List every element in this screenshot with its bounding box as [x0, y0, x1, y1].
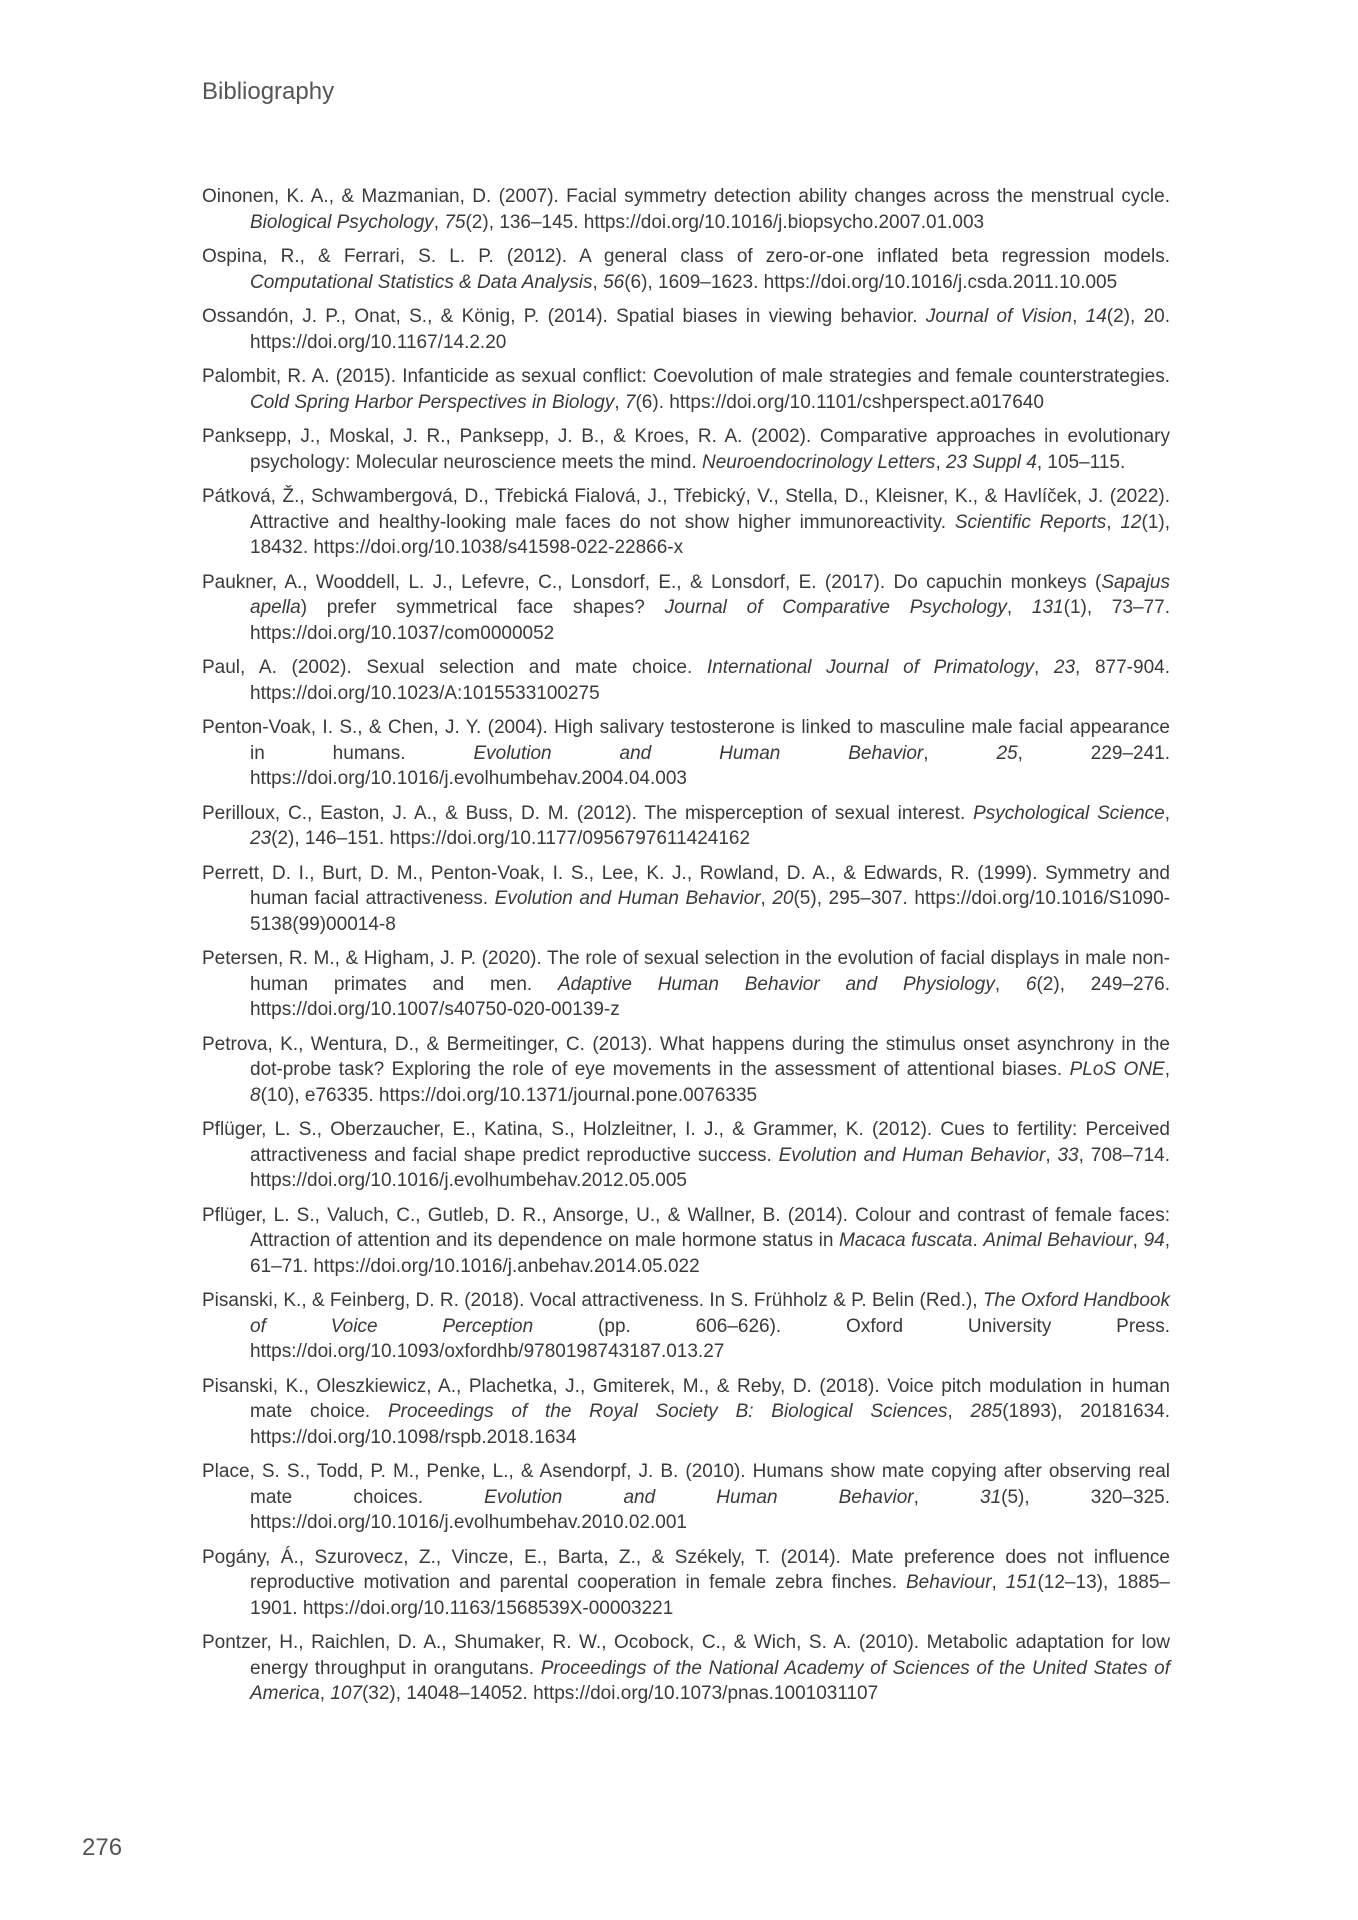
reference-italic-segment: Evolution and Human Behavior — [484, 1486, 914, 1508]
reference-italic-segment: Proceedings of the Royal Society B: Biological Sciences — [387, 1401, 948, 1422]
reference-text-segment: (5), 295–307. https://doi.org/10.1016/S1090-5138(99)00014-8 — [250, 888, 1171, 935]
reference-italic-segment: Sapajus apella — [250, 571, 1170, 618]
reference-text-segment: Palombit, R. A. (2015). Infanticide as sexual conflict: Coevolution of male strategies and female counterstrategies. — [202, 366, 1170, 387]
reference-text-segment: , — [1164, 802, 1170, 824]
reference-entry — [202, 304, 1170, 355]
reference-entry — [202, 1288, 1170, 1365]
reference-entry — [202, 570, 1170, 647]
reference-entry — [202, 801, 1170, 852]
reference-text-segment: , 105–115. — [1036, 451, 1126, 473]
reference-text-segment: , — [1045, 1144, 1058, 1166]
reference-text-segment: (2), 146–151. https://doi.org/10.1177/0956797611424162 — [271, 828, 751, 849]
reference-text-segment: Pisanski, K., & Feinberg, D. R. (2018). Vocal attractiveness. In S. Frühholz & P. Belin (Red.), — [202, 1290, 983, 1311]
reference-entry — [202, 1203, 1170, 1280]
reference-italic-segment: 12 — [1120, 511, 1142, 533]
reference-entry — [202, 184, 1170, 235]
reference-italic-segment: Animal Behaviour — [983, 1230, 1133, 1251]
reference-entry — [202, 1630, 1170, 1707]
reference-entry — [202, 1032, 1170, 1109]
reference-italic-segment: 285 — [970, 1401, 1003, 1422]
reference-italic-segment: 7 — [624, 391, 636, 413]
reference-text-segment: (12–13), 1885–1901. https://doi.org/10.1163/1568539X-00003221 — [250, 1572, 1170, 1619]
reference-entry — [202, 1117, 1170, 1194]
reference-text-segment: , 229–241. https://doi.org/10.1016/j.evolhumbehav.2004.04.003 — [250, 742, 1170, 789]
reference-italic-segment: Journal of Comparative Psychology — [664, 597, 1007, 618]
reference-text-segment: Pontzer, H., Raichlen, D. A., Shumaker, R. W., Ocobock, C., & Wich, S. A. (2010). Metabolic adaptation for low energy throughput in orangutans. — [202, 1632, 1170, 1679]
reference-text-segment: Pflüger, L. S., Oberzaucher, E., Katina, S., Holzleitner, I. J., & Grammer, K. (2012). Cues to fertility: Perceived attractiveness and facial shape predict reproductive success. — [202, 1119, 1170, 1166]
reference-text-segment: , — [1164, 1059, 1170, 1080]
reference-italic-segment: 31 — [980, 1486, 1002, 1508]
reference-text-segment: , — [913, 1486, 980, 1508]
reference-entry — [202, 1545, 1170, 1622]
reference-entry — [202, 715, 1170, 792]
reference-italic-segment: PLoS ONE — [1069, 1059, 1165, 1080]
page-number: 276 — [82, 1834, 123, 1861]
reference-text-segment: , — [1106, 511, 1121, 533]
reference-text-segment: Ospina, R., & Ferrari, S. L. P. (2012). A general class of zero-or-one inflated beta regression models. — [202, 246, 1170, 267]
reference-italic-segment: Macaca fuscata — [839, 1230, 973, 1251]
reference-text-segment: (10), e76335. https://doi.org/10.1371/journal.pone.0076335 — [260, 1084, 758, 1106]
reference-text-segment: (2), 249–276. https://doi.org/10.1007/s40750-020-00139-z — [250, 973, 1171, 1020]
reference-italic-segment: 131 — [1031, 597, 1064, 618]
reference-italic-segment: 94 — [1143, 1230, 1165, 1251]
reference-text-segment: , — [592, 271, 604, 293]
reference-italic-segment: Cold Spring Harbor Perspectives in Biology — [250, 391, 615, 413]
reference-text-segment: Pisanski, K., Oleszkiewicz, A., Plachetka, J., Gmiterek, M., & Reby, D. (2018). Voice pitch modulation in human mate choice. — [202, 1375, 1170, 1422]
reference-text-segment: , 877-904. https://doi.org/10.1023/A:1015533100275 — [250, 657, 1170, 704]
reference-italic-segment: Neuroendocrinology Letters — [702, 451, 936, 473]
reference-entry — [202, 1374, 1170, 1451]
reference-text-segment: , — [947, 1401, 971, 1422]
reference-text-segment: ) prefer symmetrical face shapes? — [300, 597, 665, 618]
reference-text-segment: , — [923, 742, 997, 764]
running-head: Bibliography — [202, 78, 335, 105]
reference-italic-segment: 75 — [444, 211, 466, 233]
reference-text-segment: , — [760, 888, 773, 909]
reference-entry — [202, 244, 1170, 295]
reference-italic-segment: Adaptive Human Behavior and Physiology — [557, 973, 995, 995]
reference-text-segment: (6), 1609–1623. https://doi.org/10.1016/j.csda.2011.10.005 — [624, 271, 1118, 293]
reference-italic-segment: 151 — [1005, 1572, 1038, 1593]
reference-text-segment: , — [935, 451, 946, 473]
reference-italic-segment: Evolution and Human Behavior — [494, 888, 761, 909]
reference-italic-segment: 56 — [603, 271, 625, 293]
reference-text-segment: , 708–714. https://doi.org/10.1016/j.evolhumbehav.2012.05.005 — [250, 1144, 1171, 1191]
reference-italic-segment: Computational Statistics & Data Analysis — [250, 271, 593, 293]
reference-text-segment: Pflüger, L. S., Valuch, C., Gutleb, D. R., Ansorge, U., & Wallner, B. (2014). Colour and contrast of female faces: Attraction of attention and its dependence on male hormone status in — [202, 1204, 1170, 1251]
reference-italic-segment: Evolution and Human Behavior — [778, 1144, 1046, 1166]
reference-text-segment: , — [319, 1683, 331, 1704]
reference-text-segment: , 61–71. https://doi.org/10.1016/j.anbehav.2014.05.022 — [250, 1230, 1170, 1277]
reference-entry — [202, 861, 1170, 938]
reference-entry — [202, 424, 1170, 475]
reference-entry — [202, 484, 1170, 561]
reference-list — [202, 184, 1170, 1716]
reference-italic-segment: 23 — [1053, 657, 1076, 678]
reference-italic-segment: 25 — [996, 742, 1018, 764]
reference-text-segment: , — [1033, 657, 1054, 678]
reference-text-segment: Petrova, K., Wentura, D., & Bermeitinger, C. (2013). What happens during the stimulus onset asynchrony in the dot-probe task? Exploring the role of eye movements in the assessment of attentional biases. — [202, 1033, 1170, 1080]
reference-entry — [202, 655, 1170, 706]
reference-text-segment: . — [972, 1230, 984, 1251]
reference-text-segment: Pogány, Á., Szurovecz, Z., Vincze, E., Barta, Z., & Székely, T. (2014). Mate preference does not influence reproductive motivation and parental cooperation in female zebra finches. — [202, 1546, 1170, 1593]
reference-text-segment: (1893), 20181634. https://doi.org/10.1098/rspb.2018.1634 — [250, 1401, 1171, 1448]
reference-italic-segment: 33 — [1057, 1144, 1079, 1166]
reference-text-segment: , — [1132, 1230, 1144, 1251]
reference-italic-segment: Proceedings of the National Academy of Sciences of the United States of America — [250, 1657, 1170, 1704]
reference-entry — [202, 364, 1170, 415]
reference-text-segment: , — [1072, 306, 1086, 327]
reference-text-segment: Paul, A. (2002). Sexual selection and mate choice. — [202, 657, 707, 678]
reference-text-segment: Panksepp, J., Moskal, J. R., Panksepp, J. B., & Kroes, R. A. (2002). Comparative approaches in evolutionary psychology: Molecular neuroscience meets the mind. — [202, 426, 1170, 473]
reference-text-segment: , — [991, 1572, 1006, 1593]
reference-text-segment: (32), 14048–14052. https://doi.org/10.1073/pnas.1001031107 — [361, 1683, 879, 1704]
reference-text-segment: , — [614, 391, 625, 413]
reference-entry — [202, 1459, 1170, 1536]
reference-text-segment: Place, S. S., Todd, P. M., Penke, L., & Asendorpf, J. B. (2010). Humans show mate copying after observing real mate choices. — [202, 1461, 1170, 1508]
reference-italic-segment: Scientific Reports — [954, 511, 1107, 533]
reference-text-segment: Pátková, Ž., Schwambergová, D., Třebická Fialová, J., Třebický, V., Stella, D., Kleisner, K., & Havlíček, J. (2022). Attractive and healthy-looking male faces do not show higher immunoreactivity. — [202, 486, 1170, 533]
reference-italic-segment: Biological Psychology — [250, 211, 434, 233]
reference-text-segment: (6). https://doi.org/10.1101/cshperspect.a017640 — [635, 391, 1044, 413]
reference-italic-segment: 20 — [772, 888, 794, 909]
reference-entry — [202, 946, 1170, 1023]
reference-italic-segment: The Oxford Handbook of Voice Perception — [250, 1290, 1170, 1337]
reference-text-segment: Penton-Voak, I. S., & Chen, J. Y. (2004). High salivary testosterone is linked to masculine male facial appearance in humans. — [202, 717, 1170, 764]
reference-text-segment: Petersen, R. M., & Higham, J. P. (2020). The role of sexual selection in the evolution of facial displays in male non-human primates and men. — [202, 948, 1170, 995]
reference-italic-segment: Evolution and Human Behavior — [473, 742, 924, 764]
reference-text-segment: Oinonen, K. A., & Mazmanian, D. (2007). Facial symmetry detection ability changes across the menstrual cycle. — [202, 186, 1170, 207]
reference-text-segment: Perilloux, C., Easton, J. A., & Buss, D. M. (2012). The misperception of sexual interest. — [202, 802, 974, 824]
reference-italic-segment: Behaviour — [905, 1572, 992, 1593]
reference-italic-segment: 23 — [250, 828, 272, 849]
reference-italic-segment: 8 — [250, 1084, 261, 1106]
reference-text-segment: Ossandón, J. P., Onat, S., & König, P. (2014). Spatial biases in viewing behavior. — [202, 306, 926, 327]
reference-italic-segment: 107 — [330, 1683, 362, 1704]
reference-text-segment: (5), 320–325. https://doi.org/10.1016/j.evolhumbehav.2010.02.001 — [250, 1486, 1170, 1533]
reference-italic-segment: International Journal of Primatology — [706, 657, 1034, 678]
reference-text-segment: Paukner, A., Wooddell, L. J., Lefevre, C., Lonsdorf, E., & Lonsdorf, E. (2017). Do capuchin monkeys ( — [202, 571, 1102, 593]
reference-italic-segment: 6 — [1025, 973, 1037, 995]
reference-italic-segment: 14 — [1085, 306, 1107, 327]
reference-text-segment: (2), 136–145. https://doi.org/10.1016/j.biopsycho.2007.01.003 — [465, 211, 985, 233]
reference-text-segment: (1), 73–77. https://doi.org/10.1037/com0000052 — [250, 597, 1170, 644]
reference-text-segment: , — [994, 973, 1026, 995]
reference-text-segment: (1), 18432. https://doi.org/10.1038/s41598-022-22866-x — [250, 511, 1170, 558]
reference-text-segment: (pp. 606–626). Oxford University Press. https://doi.org/10.1093/oxfordhb/9780198743187.013.27 — [250, 1315, 1171, 1362]
reference-italic-segment: Journal of Vision — [925, 306, 1073, 327]
reference-text-segment: , — [433, 211, 445, 233]
reference-italic-segment: 23 Suppl 4 — [946, 451, 1037, 473]
reference-text-segment: Perrett, D. I., Burt, D. M., Penton-Voak, I. S., Lee, K. J., Rowland, D. A., & Edwards, R. (1999). Symmetry and human facial attractiveness. — [202, 862, 1170, 909]
reference-text-segment: , — [1006, 597, 1032, 618]
reference-italic-segment: Psychological Science — [973, 802, 1165, 824]
reference-text-segment: (2), 20. https://doi.org/10.1167/14.2.20 — [250, 306, 1171, 353]
